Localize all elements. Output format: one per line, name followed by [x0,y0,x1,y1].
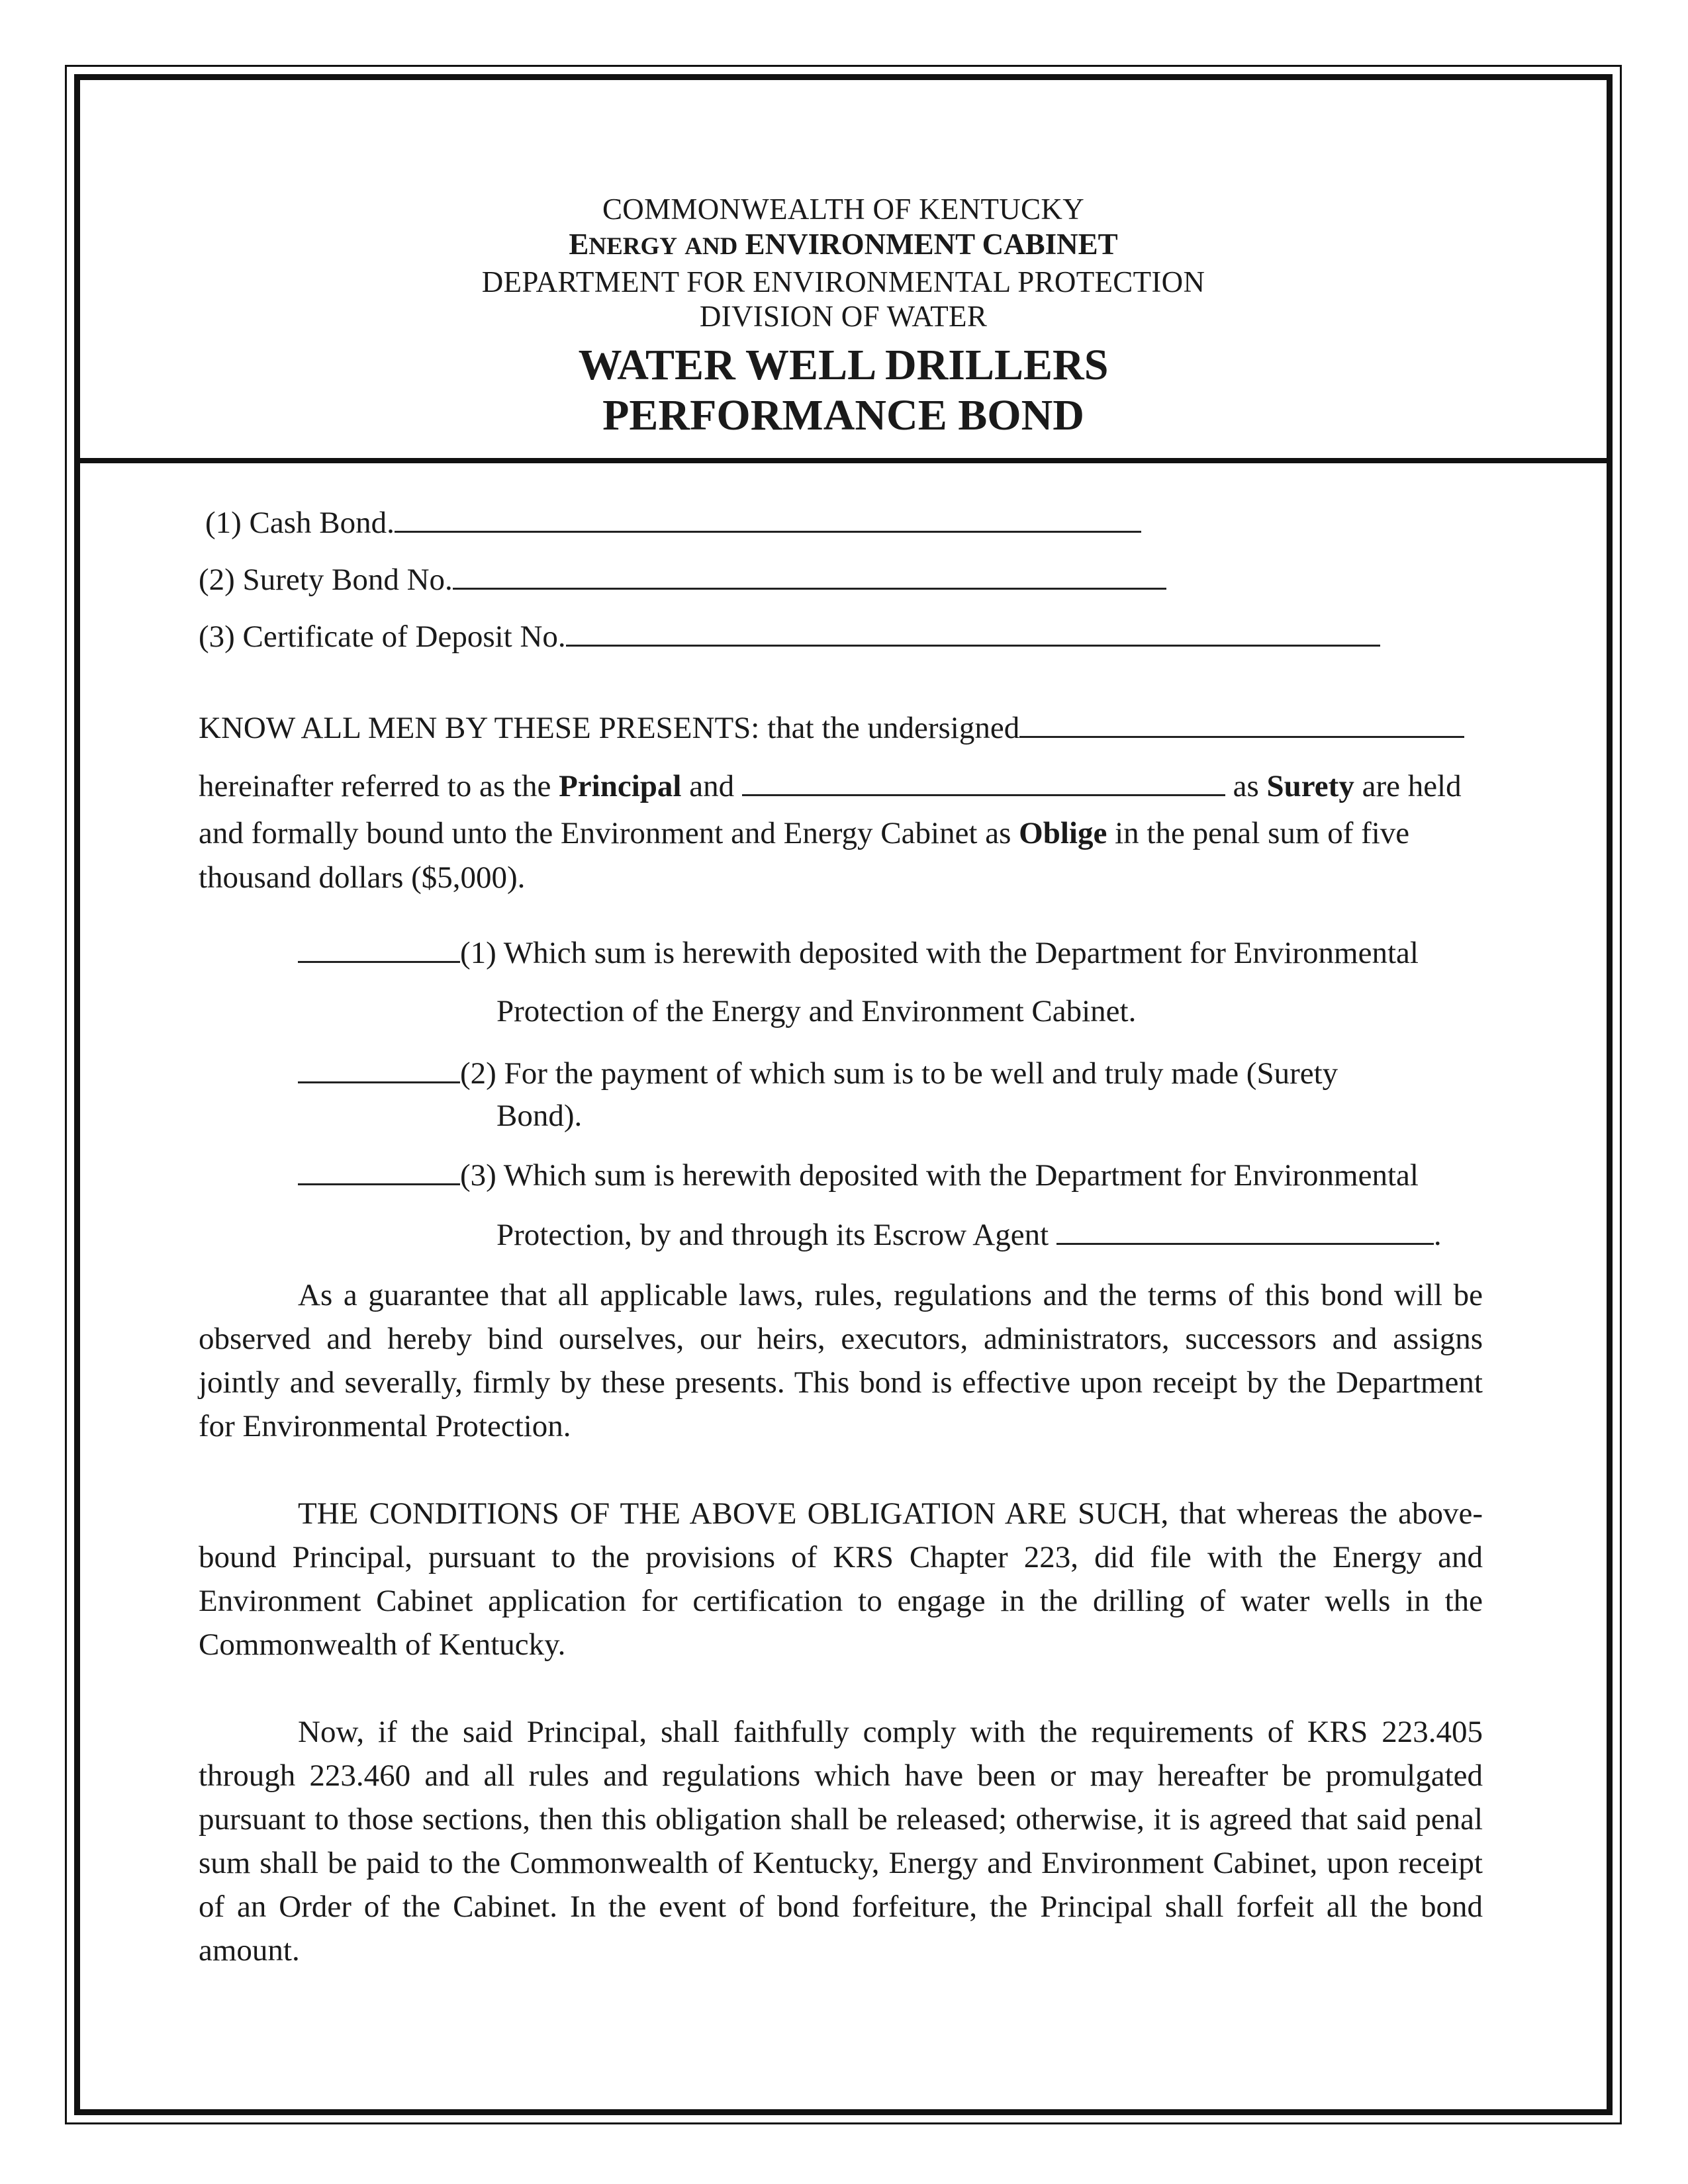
option-3-line1: (3) Which sum is herewith deposited with the Department for Environmental [298,1157,1419,1194]
form-title-line1: WATER WELL DRILLERS [578,341,1109,389]
header-commonwealth: COMMONWEALTH OF KENTUCKY [602,193,1085,226]
option-2-line2: Bond). [496,1099,583,1133]
option-1-line1: (1) Which sum is herewith deposited with the Department for Environmental [298,934,1419,972]
surety-name-field[interactable] [742,768,1225,796]
surety-bond-label: (2) Surety Bond No. [199,563,453,597]
option-1-line2: Protection of the Energy and Environment Cabinet. [496,994,1137,1028]
know-all-line4: thousand dollars ($5,000). [199,860,526,895]
header-division: DIVISION OF WATER [699,300,988,333]
certificate-of-deposit-label: (3) Certificate of Deposit No. [199,619,566,654]
certificate-of-deposit-row [199,618,1380,655]
option-3-check-field[interactable] [298,1157,460,1185]
form-header [80,192,1607,441]
know-all-line2: hereinafter referred to as the Principal and as Surety are held [199,769,1462,803]
escrow-agent-field[interactable] [1056,1216,1434,1245]
cash-bond-row [205,504,1141,541]
know-all-line3: and formally bound unto the Environment and Energy Cabinet as Oblige in the penal sum of five [199,816,1410,850]
know-all-line1: KNOW ALL MEN BY THESE PRESENTS: that the undersigned [199,709,1464,747]
form-title-line2: PERFORMANCE BOND [602,391,1084,439]
option-2-line1: (2) For the payment of which sum is to be well and truly made (Surety [298,1055,1338,1092]
cash-bond-field[interactable] [395,504,1141,533]
header-cabinet: ENERGY AND ENVIRONMENT CABINET [569,228,1118,261]
cash-bond-label: (1) Cash Bond. [205,506,395,540]
header-divider [74,458,1613,463]
surety-bond-row [199,561,1166,598]
certificate-of-deposit-field[interactable] [566,618,1380,647]
surety-bond-number-field[interactable] [453,561,1166,590]
principal-name-field[interactable] [1019,709,1464,738]
header-department: DEPARTMENT FOR ENVIRONMENTAL PROTECTION [481,265,1205,298]
guarantee-paragraph: As a guarantee that all applicable laws, rules, regulations and the terms of this bond will be observed and hereby bind ourselves, our heirs, executors, administrators, successors and assigns jointly and severally, firmly by these presents. This bond is effective upon receipt by the Department for Environmental Protection. [199,1278,1483,1443]
option-2-check-field[interactable] [298,1055,460,1083]
option-3-line2: Protection, by and through its Escrow Agent . [496,1218,1442,1252]
option-1-check-field[interactable] [298,934,460,963]
conditions-paragraph: THE CONDITIONS OF THE ABOVE OBLIGATION ARE SUCH, that whereas the above-bound Principal, pursuant to the provisions of KRS Chapter 223, did file with the Energy and Environment Cabinet application for certification to engage in the drilling of water wells in the Commonwealth of Kentucky. [199,1496,1483,1662]
release-paragraph: Now, if the said Principal, shall faithfully comply with the requirements of KRS 223.405 through 223.460 and all rules and regulations which have been or may hereafter be promulgated pursuant to those sections, then this obligation shall be released; otherwise, it is agreed that said penal sum shall be paid to the Commonwealth of Kentucky, Energy and Environment Cabinet, upon receipt of an Order of the Cabinet. In the event of bond forfeiture, the Principal shall forfeit all the bond amount. [199,1715,1483,1968]
